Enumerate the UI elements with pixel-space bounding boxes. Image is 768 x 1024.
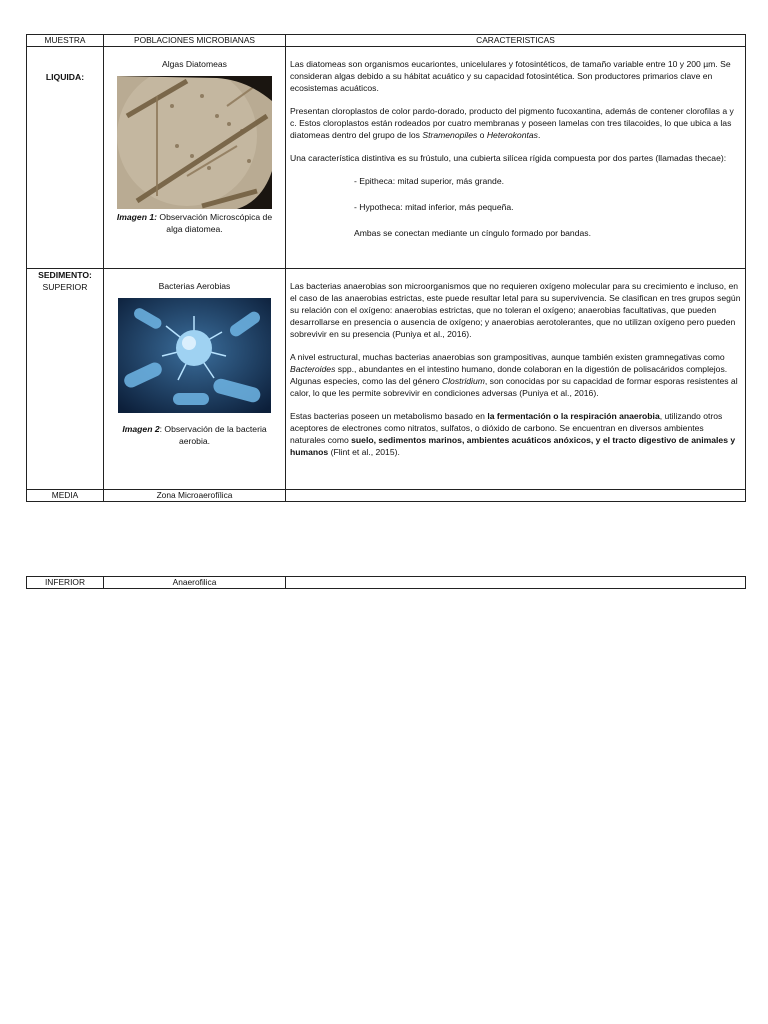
text-run: o bbox=[477, 130, 487, 140]
muestra-sublabel: SUPERIOR bbox=[42, 282, 88, 292]
population-cell: Zona Microaerofílica bbox=[104, 490, 286, 502]
paragraph bbox=[290, 351, 741, 399]
text-run: Presentan cloroplastos de color pardo-dorado, producto del pigmento fucoxantina, además de contener clorofilas a y c. Estos cloroplastos están rodeados por cuatro membranas y poseen lamelas con tres tilacoides, lo que ubica a las diatomeas dentro del grupo de los bbox=[290, 106, 734, 140]
table-row-inferior bbox=[27, 577, 746, 589]
image-caption bbox=[112, 211, 277, 235]
caption-label: Imagen 2 bbox=[122, 424, 160, 434]
muestra-cell bbox=[27, 47, 104, 269]
header-poblaciones: POBLACIONES MICROBIANAS bbox=[104, 35, 286, 47]
bold-term: la fermentación o la respiración anaerobia bbox=[487, 411, 660, 421]
table-header-row bbox=[27, 35, 746, 47]
paragraph: Ambas se conectan mediante un cíngulo formado por bandas. bbox=[354, 228, 591, 238]
caption-label: Imagen 1: bbox=[116, 212, 157, 222]
text-run: , son conocidas por su capacidad de formar esporas resistentes al calor, lo que les permite sobrevivir en condiciones adversas (Puniya et al., 2016). bbox=[290, 376, 738, 398]
paragraph bbox=[290, 105, 741, 141]
muestra-cell bbox=[27, 269, 104, 490]
text-run: spp., abundantes en el intestino humano, donde colaboran en la digestión de polisacáridos complejos. Algunas especies, como las del género bbox=[290, 364, 728, 386]
muestra-cell: MEDIA bbox=[27, 490, 104, 502]
muestra-label: SEDIMENTO: bbox=[38, 270, 92, 280]
population-cell bbox=[104, 47, 286, 269]
image-caption bbox=[112, 423, 277, 447]
caption-text: : Observación de la bacteria aerobia. bbox=[159, 424, 267, 446]
muestra-cell: INFERIOR bbox=[27, 577, 104, 589]
bold-term: suelo, sedimentos marinos, ambientes acuáticos anóxicos, y el tracto digestivo de animales y humanos bbox=[290, 435, 736, 457]
bacteria-illustration-image bbox=[118, 298, 271, 413]
list-item: - Epitheca: mitad superior, más grande. bbox=[354, 176, 504, 186]
population-cell bbox=[104, 269, 286, 490]
italic-term: Heterokontas bbox=[486, 130, 538, 140]
italic-term: Bacteroides bbox=[290, 364, 336, 374]
characteristics-cell bbox=[286, 47, 746, 269]
population-cell: Anaerofilica bbox=[104, 577, 286, 589]
italic-term: Clostridium bbox=[441, 376, 485, 386]
caption-text: Observación Microscópica de alga diatomea. bbox=[157, 212, 273, 234]
paragraph: Las bacterias anaerobias son microorganismos que no requieren oxígeno molecular para su crecimiento e incluso, en el caso de las anaerobias estrictas, este puede resultar letal para su supervivencia. Se clasifican en tres grupos según su relación con el oxígeno: anaerobias estrictas, que no toleran el oxígeno; anaerobias facultativas, que pueden desarrollarse en presencia o ausencia de oxígeno; y anaerobias aerotolerantes, que no utilizan oxígeno pero pueden sobrevivir en su presencia (Puniya et al., 2016). bbox=[290, 281, 741, 339]
paragraph: Las diatomeas son organismos eucariontes, unicelulares y fotosintéticos, de tamaño variable entre 10 y 200 µm. Se consideran algas debido a su hábitat acuático y su capacidad fotosintética. Son productores primarios clave en ecosistemas acuáticos. bbox=[290, 59, 731, 93]
paragraph bbox=[290, 410, 741, 458]
header-muestra: MUESTRA bbox=[27, 35, 104, 47]
text-run: Estas bacterias poseen un metabolismo basado en bbox=[290, 411, 488, 421]
characteristics-cell bbox=[286, 490, 746, 502]
muestra-label: LIQUIDA: bbox=[45, 72, 85, 82]
characteristics-cell bbox=[286, 269, 746, 490]
text-run: , utilizando otros aceptores de electrones como nitratos, sulfatos, o dióxido de carbono. Se encuentran en diversos ambientes naturales como bbox=[290, 411, 723, 445]
microbial-populations-table bbox=[26, 34, 746, 502]
italic-term: Stramenopiles bbox=[422, 130, 478, 140]
characteristics-cell bbox=[286, 577, 746, 589]
table-row-liquida bbox=[27, 47, 746, 269]
paragraph: Una característica distintiva es su frústulo, una cubierta silícea rígida compuesta por dos partes (llamadas thecae): bbox=[290, 153, 727, 163]
population-title: Bacterias Aerobias bbox=[158, 281, 231, 291]
list-item: - Hypotheca: mitad inferior, más pequeña. bbox=[354, 202, 514, 212]
text-run: A nivel estructural, muchas bacterias anaerobias son grampositivas, aunque también existen gramnegativas como bbox=[290, 352, 725, 362]
text-run: (Flint et al., 2015). bbox=[328, 447, 400, 457]
table-row-sedimento bbox=[27, 269, 746, 490]
inferior-table bbox=[26, 576, 746, 589]
header-caracteristicas: CARACTERISTICAS bbox=[286, 35, 746, 47]
text-run: . bbox=[537, 130, 541, 140]
population-title: Algas Diatomeas bbox=[162, 59, 227, 69]
table-row-media bbox=[27, 490, 746, 502]
diatom-microscope-image bbox=[117, 76, 272, 209]
